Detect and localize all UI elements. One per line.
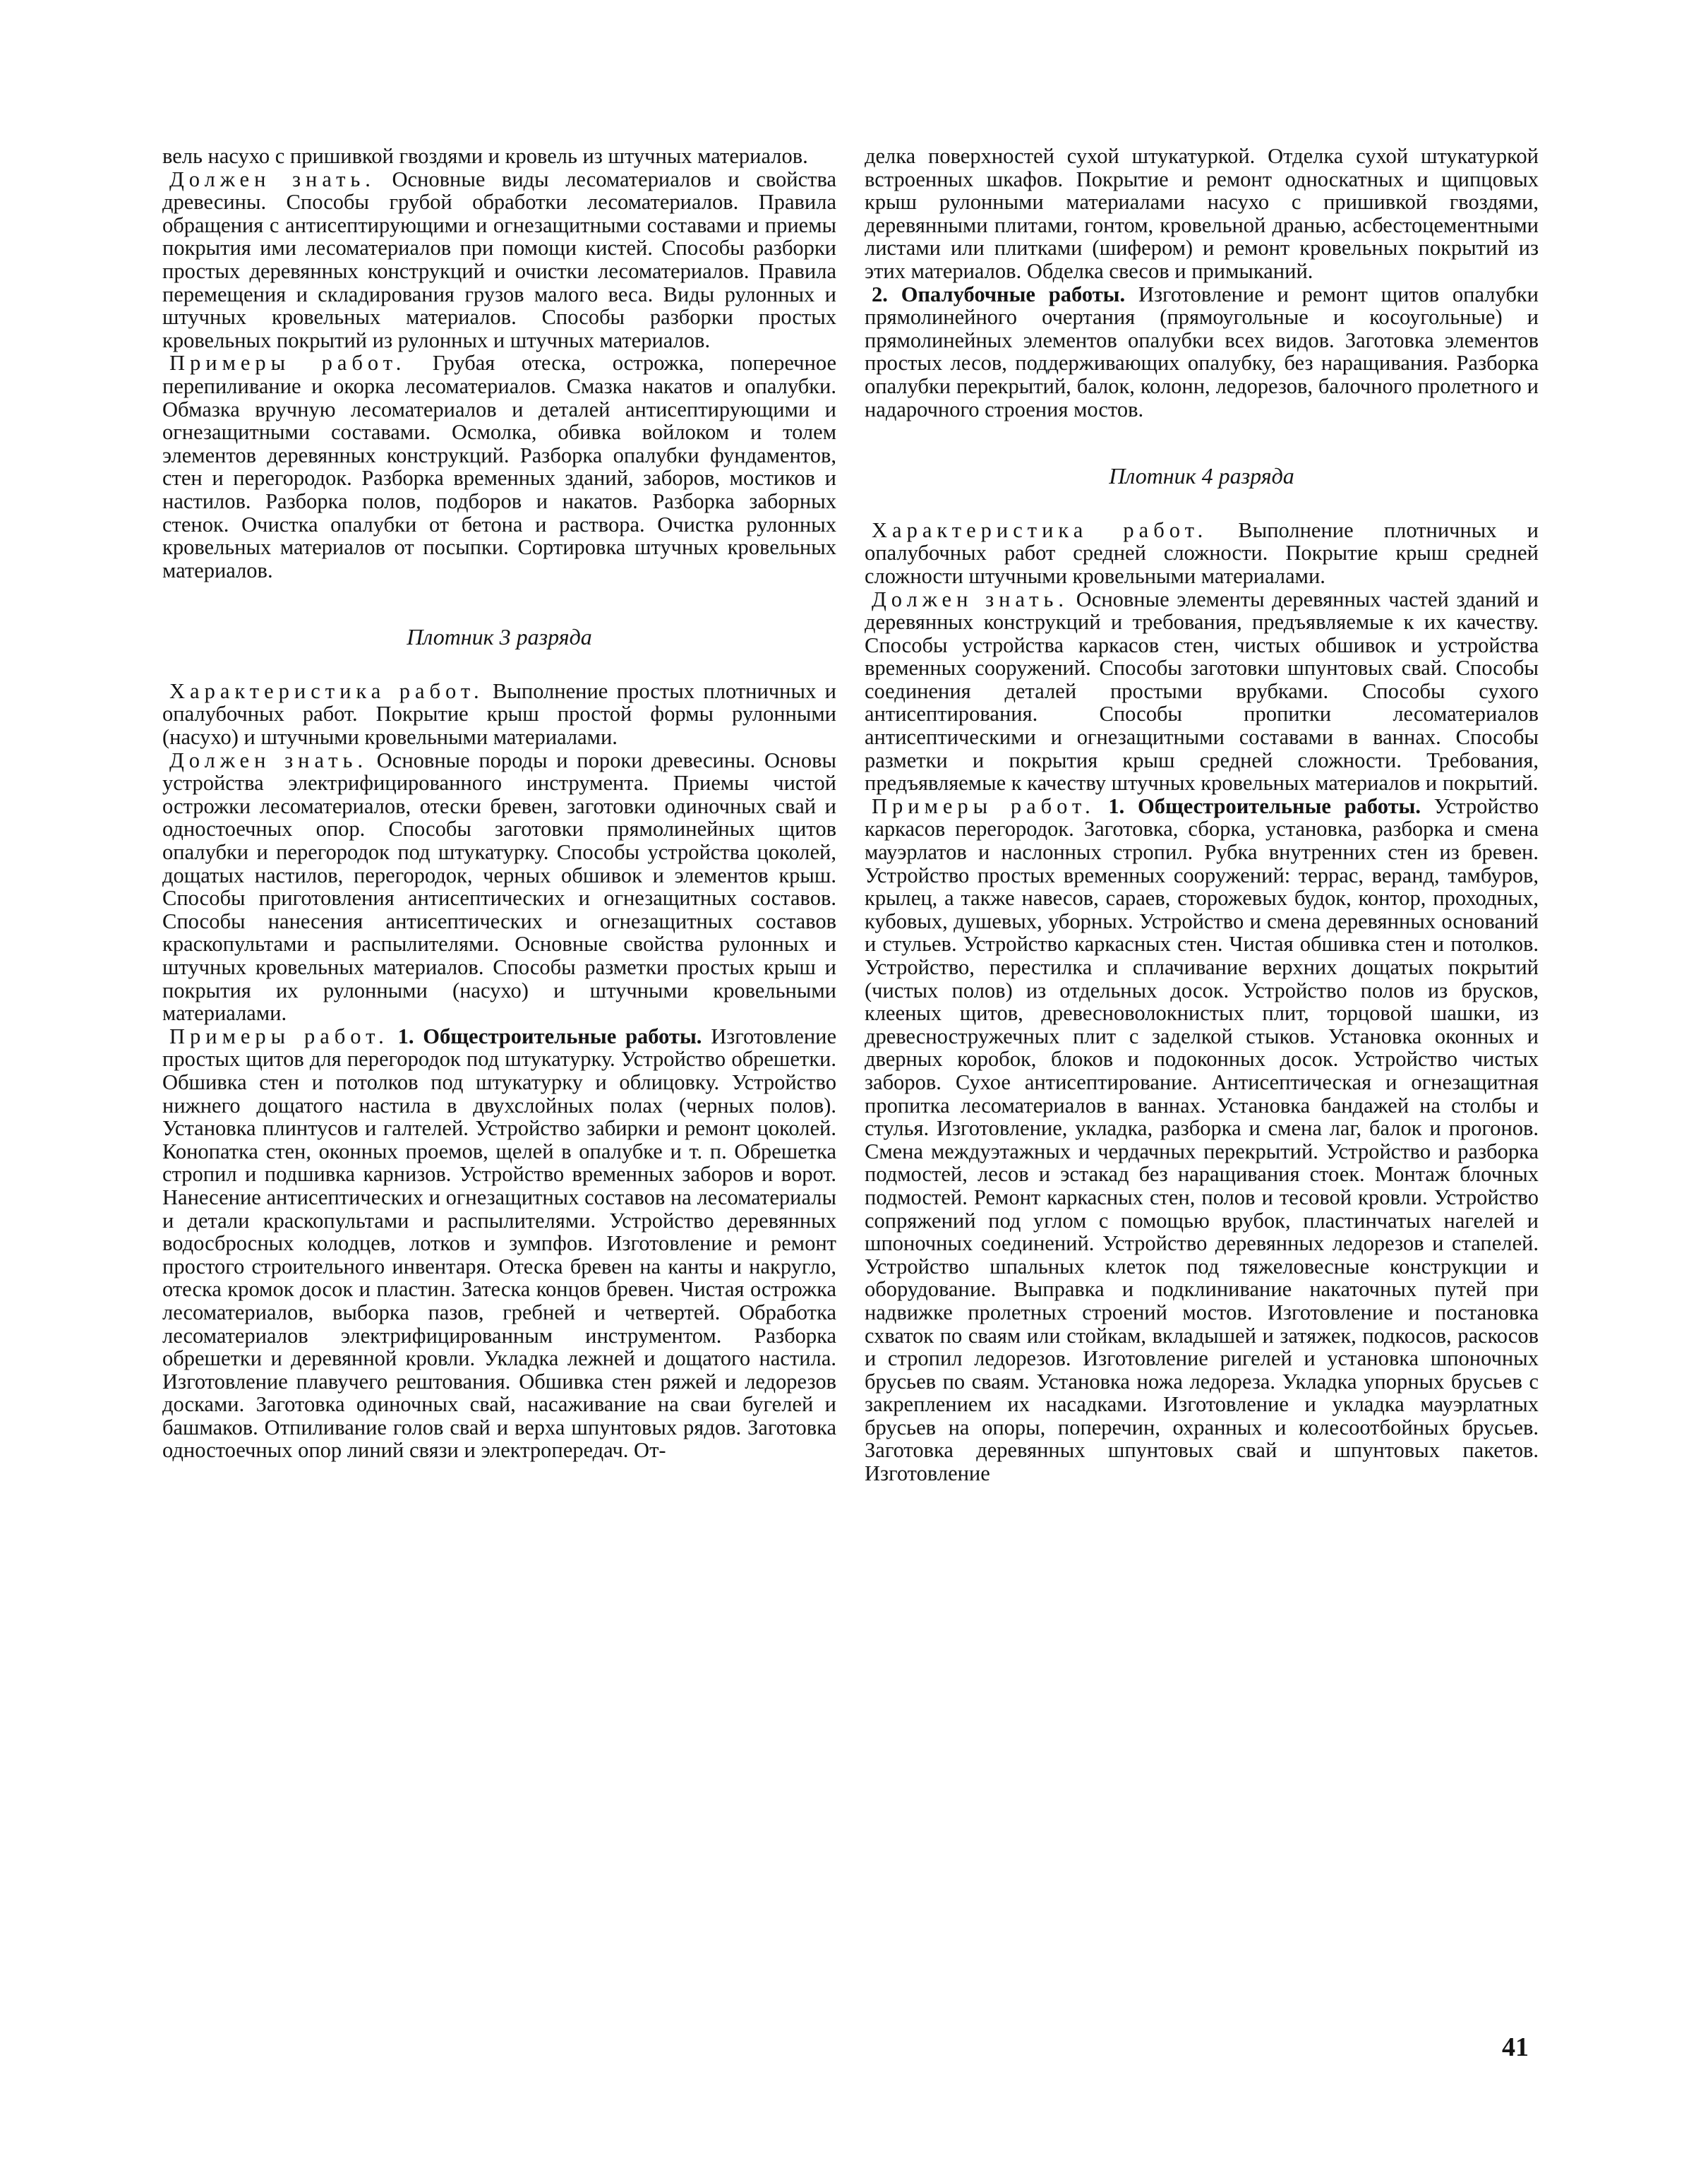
formwork-text: Изготовление и ремонт щитов опалубки прямолинейного очертания (прямоугольные и косоугольные) и прямолинейных элементов опалубки всех видов. Заготовка элементов простых лесов, поддерживающих опалубку, без наращивания. Разборка опалубки перекрытий, балок, колонн, ледорезов, балочного пролетного и надарочного строения мостов. (865, 282, 1539, 421)
examples-text: Изготовление простых щитов для перегородок под штукатурку. Устройство обрешетки. Обшивка стен и потолков под штукатурку и облицовку. Устройство нижнего дощатого настила в двухслойных полах (черных полов). Установка плинтусов и галтелей. Устройство забирки и ремонт цоколей. Конопатка стен, оконных проемов, щелей в опалубке и т. п. Обрешетка стропил и подшивка карнизов. Устройство временных заборов и ворот. Нанесение антисептических и огнезащитных составов на лесоматериалы и детали краскопультами и распылителями. Устройство деревянных водосбросных колодцев, лотков и зумпфов. Изготовление и ремонт простого строительного инвентаря. Отеска бревен на канты и накругло, отеска кромок досок и пластин. Затеска концов бревен. Чистая острожка лесоматериалов, выборка пазов, гребней и четвертей. Обработка лесоматериалов электрифицированным инструментом. Разборка обрешетки и деревянной кровли. Укладка лежней и дощатого настила. Изготовление плавучего рештования. Обшивка стен ряжей и ледорезов досками. Заготовка одиночных свай, насаживание на сваи бугелей и башмаков. Отпиливание голов свай и верха шпунтовых рядов. Заготовка одностоечных опор линий связи и электропередач. От- (162, 1024, 837, 1463)
must-know-label: Должен знать. (169, 167, 375, 191)
must-know-label: Должен знать. (872, 587, 1069, 611)
right-column (865, 145, 1539, 1485)
left-paragraph-continuation: вель насухо с пришивкой гвоздями и кровель из штучных материалов. (162, 144, 808, 168)
grade4-must-know-paragraph (865, 588, 1539, 795)
section-heading-grade-4: Плотник 4 разряда (1109, 463, 1294, 489)
grade3-must-know-paragraph (162, 749, 836, 1025)
examples-label: Примеры работ. (169, 1024, 389, 1048)
must-know-text: Основные породы и пороки древесины. Основы устройства электрифицированного инструмента. Приемы чистой острожки лесоматериалов, отески бревен, заготовки одиночных свай и одностоечных опор. Способы заготовки прямолинейных щитов опалубки и перегородок под штукатурку. Способы устройства цоколей, дощатых настилов, перегородок, черных обшивок и элементов крыш. Способы приготовления антисептических и огнезащитных составов. Способы нанесения антисептических и огнезащитных составов краскопультами и распылителями. Основные свойства рулонных и штучных кровельных материалов. Способы разметки простых крыш и покрытия их рулонными (насухо) и штучными кровельными материалами. (162, 748, 837, 1026)
section-heading-grade-3: Плотник 3 разряда (407, 624, 592, 650)
characteristics-label: Характеристика работ. (872, 517, 1208, 542)
left-column (162, 145, 836, 1462)
formwork-subheading: 2. Опалубочные работы. (872, 282, 1126, 306)
examples-label: Примеры работ. (169, 351, 407, 376)
right-paragraph-continuation: делка поверхностей сухой штукатуркой. Отделка сухой штукатуркой встроенных шкафов. Покрытие и ремонт односкатных и щипцовых крыш рулонными материалами насухо с пришивкой гвоздями, деревянными плитами, гонтом, кровельной дранью, асбестоцементными листами или плитками (шифером) и ремонт кровельных покрытий из этих материалов. Обделка свесов и примыканий. (865, 144, 1539, 283)
grade4-examples-paragraph (865, 795, 1539, 1485)
left-examples-paragraph (162, 352, 836, 582)
page-number: 41 (1502, 2032, 1529, 2062)
general-construction-subheading: 1. Общестроительные работы. (1108, 793, 1421, 818)
examples-text: Грубая отеска, острожка, поперечное перепиливание и окорка лесоматериалов. Смазка накатов и опалубки. Обмазка вручную лесоматериалов и деталей антисептирующими и огнезащитными составами. Осмолка, обивка войлоком и толем элементов деревянных конструкций. Разборка опалубки фундаментов, стен и перегородок. Разборка временных зданий, заборов, мостиков и настилов. Разборка полов, подборов и накатов. Разборка заборных стенок. Очистка опалубки от бетона и раствора. Очистка рулонных кровельных материалов от посыпки. Сортировка штучных кровельных материалов. (162, 351, 836, 582)
characteristics-label: Характеристика работ. (169, 678, 484, 703)
grade4-characteristics-paragraph (865, 519, 1539, 588)
general-construction-subheading: 1. Общестроительные работы. (397, 1024, 702, 1048)
formwork-paragraph (865, 283, 1539, 421)
grade3-characteristics-paragraph (162, 680, 836, 749)
grade3-examples-paragraph (162, 1025, 836, 1462)
examples-text: Устройство каркасов перегородок. Заготовка, сборка, установка, разборка и смена мауэрлатов и наслонных стропил. Рубка внутренних стен из бревен. Устройство простых временных сооружений: террас, веранд, тамбуров, крылец, а также навесов, сараев, сторожевых будок, контор, проходных, кубовых, душевых, уборных. Устройство и смена деревянных оснований и стульев. Устройство каркасных стен. Чистая обшивка стен и потолков. Устройство, перестилка и сплачивание верхних дощатых покрытий (чистых полов) из отдельных досок. Устройство полов из брусков, клееных щитов, древесноволокнистых плит, торцовой шашки, из древесностружечных плит с заделкой стыков. Установка оконных и дверных коробок, блоков и подоконных досок. Устройство чистых заборов. Сухое антисептирование. Антисептическая и огнезащитная пропитка лесоматериалов в ваннах. Установка бандажей на столбы и стулья. Изготовление, укладка, разборка и смена лаг, балок и прогонов. Смена междуэтажных и чердачных перекрытий. Устройство и разборка подмостей, лесов и эстакад без наращивания стоек. Монтаж блочных подмостей. Ремонт каркасных стен, полов и тесовой кровли. Устройство сопряжений под углом с помощью врубок, пластинчатых нагелей и шпоночных соединений. Устройство деревянных ледорезов и стапелей. Устройство шпальных клеток под тяжеловесные конструкции и оборудование. Выправка и подклинивание накаточных путей при надвижке пролетных строений мостов. Изготовление и постановка схваток по сваям или стойкам, вкладышей и затяжек, подкосов, раскосов и стропил ледорезов. Изготовление ригелей и установка шпоночных брусьев по сваям. Установка ножа ледореза. Укладка упорных брусьев с закреплением их насадками. Изготовление и укладка мауэрлатных брусьев на опоры, поперечин, охранных и колесоотбойных брусьев. Заготовка деревянных шпунтовых свай и шпунтовых пакетов. Изготовление (865, 793, 1539, 1486)
must-know-text: Основные виды лесоматериалов и свойства древесины. Способы грубой обработки лесоматериалов. Правила обращения с антисептирующими и огнезащитными составами и приемы покрытия ими лесоматериалов при помощи кистей. Способы разборки простых деревянных конструкций и очистки лесоматериалов. Правила перемещения и складирования грузов малого веса. Виды рулонных и штучных кровельных материалов. Способы разборки простых кровельных покрытий из рулонных и штучных материалов. (162, 167, 836, 352)
characteristics-text: Выполнение плотничных и опалубочных работ средней сложности. Покрытие крыш средней сложности штучными кровельными материалами. (865, 517, 1539, 588)
examples-label: Примеры работ. (872, 793, 1095, 818)
left-must-know-paragraph (162, 168, 836, 352)
must-know-text: Основные элементы деревянных частей зданий и деревянных конструкций и требования, предъявляемые к их качеству. Способы устройства каркасов стен, чистых обшивок и устройства временных сооружений. Способы заготовки шпунтовых свай. Способы соединения деталей простыми врубками. Способы сухого антисептирования. Способы пропитки лесоматериалов антисептическими и огнезащитными составами в ваннах. Способы разметки и покрытия крыш средней сложности. Требования, предъявляемые к качеству штучных кровельных материалов и покрытий. (865, 587, 1539, 796)
characteristics-text: Выполнение простых плотничных и опалубочных работ. Покрытие крыш простой формы рулонными (насухо) и штучными кровельными материалами. (162, 678, 836, 750)
must-know-label: Должен знать. (169, 748, 368, 772)
